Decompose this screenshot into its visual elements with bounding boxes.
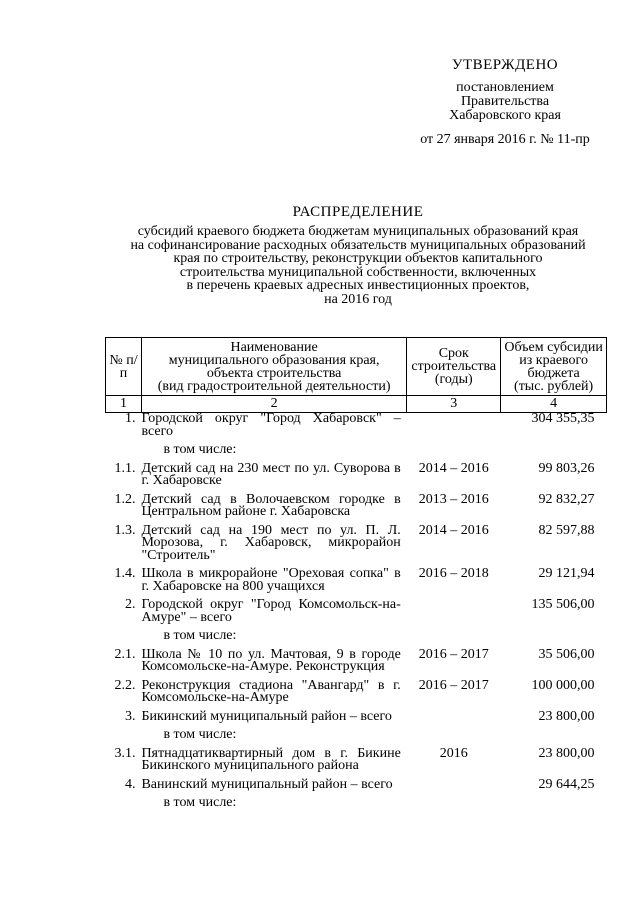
row-name: Пятнадцатиквартирный дом в г. Бикине Бикинского муниципального района	[141, 745, 401, 773]
row-period: 2016 – 2018	[418, 566, 489, 581]
header-amount	[501, 338, 607, 396]
table-row	[106, 729, 607, 748]
approval-date: от 27 января 2016 г. № 11-пр	[420, 132, 590, 147]
table-row	[106, 680, 607, 711]
subtitle-line: строительства муниципальной собственности, включенных	[179, 264, 537, 280]
row-number: 1.	[124, 411, 136, 426]
row-number: 1.1.	[114, 460, 136, 476]
document-title: РАСПРЕДЕЛЕНИЕ	[292, 204, 424, 220]
header-amount-line: (тыс. рублей)	[514, 378, 594, 394]
header-period-line: Срок	[438, 346, 469, 361]
row-amount: 92 832,27	[538, 491, 595, 507]
row-amount	[501, 444, 607, 463]
subtitle-line: субсидий краевого бюджета бюджетам муниципальных образований края	[137, 224, 579, 239]
row-period	[407, 729, 501, 748]
distribution-table	[105, 337, 607, 816]
row-number: 3.1.	[114, 745, 136, 761]
row-amount: 135 506,00	[531, 597, 595, 612]
column-number: 3	[407, 396, 501, 413]
header-period-line: строительства	[411, 359, 497, 374]
row-number	[106, 630, 142, 649]
subtitle-line: в перечень краевых адресных инвестиционных проектов,	[186, 278, 530, 293]
row-period: 2014 – 2016	[418, 460, 489, 476]
row-period	[407, 444, 501, 463]
row-number: 2.2.	[114, 677, 136, 693]
header-name-line: Наименование	[230, 339, 318, 355]
row-name: Реконструкция стадиона "Авангард" в г. Комсомольске-на-Амуре	[141, 677, 401, 705]
table-row	[106, 463, 607, 494]
header-name-line: (вид градостроительной деятельности)	[157, 378, 391, 394]
row-amount	[501, 797, 607, 816]
row-name: Школа № 10 по ул. Мачтовая, 9 в городе Комсомольске-на-Амуре. Реконструкция	[141, 646, 401, 674]
row-amount: 99 803,26	[538, 460, 595, 476]
row-name: Детский сад в Волочаевском городке в Центральном районе г. Хабаровска	[141, 491, 401, 519]
row-amount	[501, 630, 607, 649]
table-row	[106, 797, 607, 816]
table-row	[106, 630, 607, 649]
row-name: в том числе:	[163, 628, 237, 643]
row-name: Ванинский муниципальный район – всего	[141, 776, 393, 792]
approval-stamp	[360, 58, 640, 147]
row-period	[407, 711, 501, 730]
row-amount: 35 506,00	[538, 646, 595, 662]
row-number: 4.	[124, 776, 136, 792]
subtitle-line: края по строительству, реконструкции объектов капитального	[173, 251, 543, 266]
column-number-row	[106, 396, 607, 413]
header-name	[141, 338, 406, 396]
row-amount: 29 644,25	[538, 776, 595, 792]
table-row	[106, 525, 607, 569]
row-period: 2016 – 2017	[418, 646, 489, 662]
row-amount: 23 800,00	[538, 745, 595, 761]
table-row	[106, 444, 607, 463]
row-period	[407, 797, 501, 816]
table-body	[106, 413, 607, 816]
row-period	[407, 413, 501, 445]
row-number: 2.	[124, 597, 136, 612]
column-number: 2	[141, 396, 406, 413]
row-period	[407, 779, 501, 798]
row-name: Школа в микрорайоне "Ореховая сопка" в г. Хабаровске на 800 учащихся	[141, 566, 401, 594]
row-number	[106, 444, 142, 463]
table-row	[106, 568, 607, 599]
row-period	[407, 599, 501, 630]
header-name-line: муниципального образования края,	[168, 352, 380, 368]
table-row	[106, 599, 607, 630]
row-amount: 304 355,35	[531, 411, 595, 426]
row-name: в том числе:	[163, 795, 237, 810]
row-period: 2014 – 2016	[418, 522, 489, 538]
column-number: 4	[501, 396, 607, 413]
table-row	[106, 494, 607, 525]
header-amount-line: бюджета	[527, 365, 580, 381]
document-subtitle	[0, 225, 640, 306]
row-number: 1.4.	[114, 566, 136, 581]
row-number: 2.1.	[114, 646, 136, 662]
subtitle-line: на 2016 год	[324, 291, 392, 307]
row-name: Бикинский муниципальный район – всего	[141, 708, 392, 724]
row-number: 1.2.	[114, 491, 136, 507]
approval-line-2: Правительства	[460, 94, 550, 109]
row-amount: 82 597,88	[538, 522, 595, 538]
row-name: Детский сад на 190 мест по ул. П. Л. Морозова, г. Хабаровск, микрорайон "Строитель"	[141, 522, 401, 563]
row-period: 2016	[439, 745, 468, 761]
table-row	[106, 413, 607, 445]
header-number: № п/п	[106, 338, 142, 396]
table-row	[106, 748, 607, 779]
row-name: Городской округ "Город Хабаровск" – всего	[141, 411, 401, 439]
row-amount: 100 000,00	[531, 677, 595, 693]
header-amount-line: Объем субсидии	[504, 339, 603, 355]
row-number	[106, 797, 142, 816]
row-name: Детский сад на 230 мест по ул. Суворова в г. Хабаровске	[141, 460, 401, 488]
approval-line-1: постановлением	[456, 80, 554, 95]
header-period-line: (годы)	[434, 372, 473, 387]
row-name: Городской округ "Город Комсомольск-на-Амуре" – всего	[141, 597, 401, 625]
approval-line-3: Хабаровского края	[449, 108, 561, 123]
header-name-line: объекта строительства	[206, 365, 342, 381]
row-name: в том числе:	[163, 727, 237, 742]
row-amount	[501, 729, 607, 748]
header-amount-line: из краевого	[519, 352, 588, 368]
row-name: в том числе:	[163, 442, 237, 457]
table-row	[106, 649, 607, 680]
approval-heading: УТВЕРЖДЕНО	[451, 57, 559, 73]
column-number: 1	[106, 396, 142, 413]
row-number: 1.3.	[114, 522, 136, 538]
row-amount: 23 800,00	[538, 708, 595, 724]
row-amount: 29 121,94	[538, 566, 595, 581]
header-period	[407, 338, 501, 396]
row-number: 3.	[124, 708, 136, 724]
row-period: 2016 – 2017	[418, 677, 489, 693]
row-period	[407, 630, 501, 649]
subtitle-line: на софинансирование расходных обязательств муниципальных образований	[130, 237, 586, 253]
row-number	[106, 729, 142, 748]
row-period: 2013 – 2016	[418, 491, 489, 507]
